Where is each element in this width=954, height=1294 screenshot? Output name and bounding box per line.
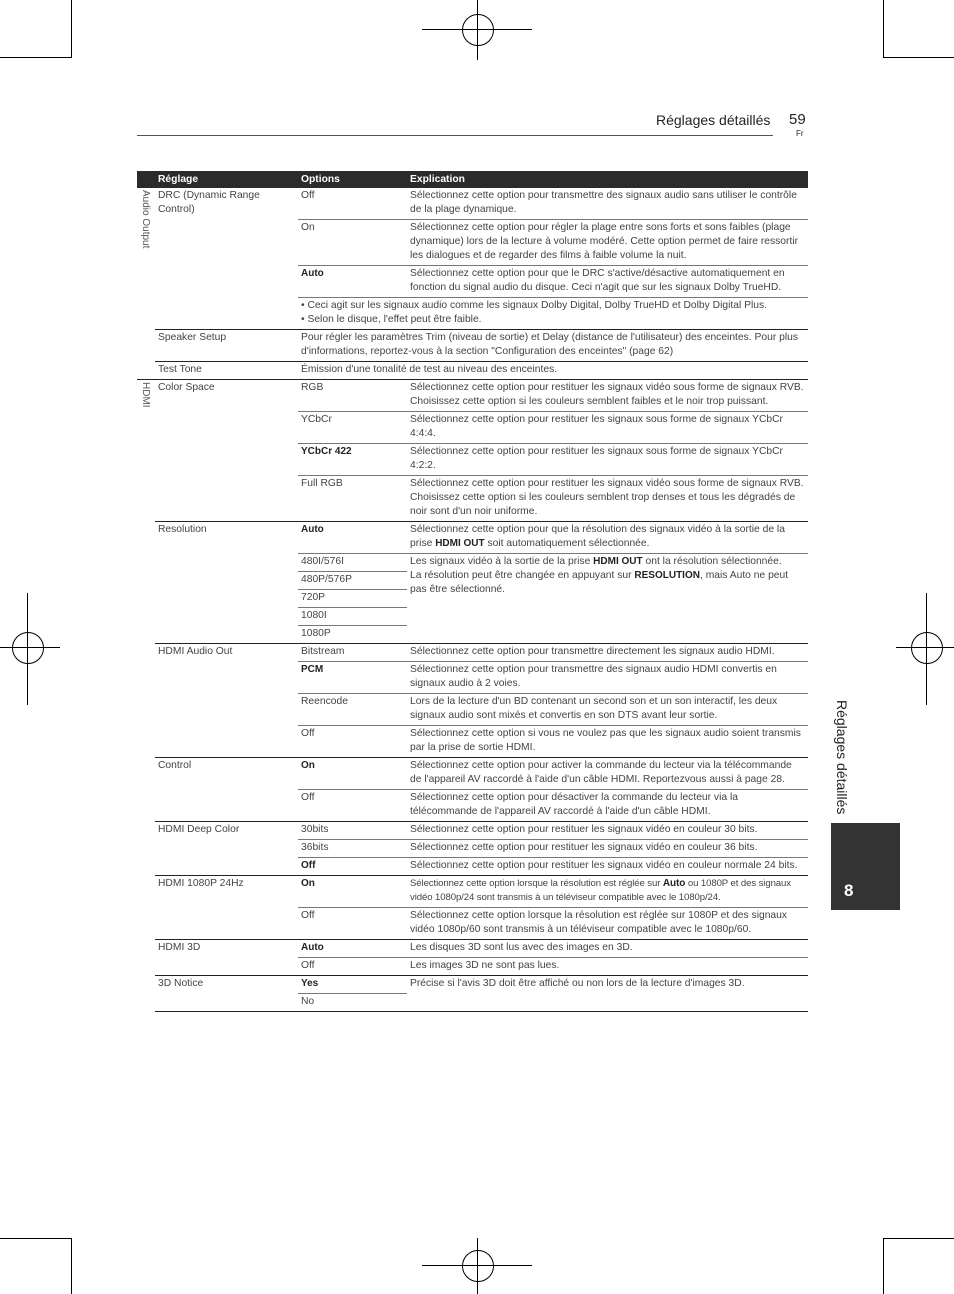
option-explanation: Sélectionnez cette option pour restituer les signaux vidéo en couleur 36 bits.: [407, 840, 808, 858]
setting-name: Test Tone: [155, 362, 298, 380]
side-chapter-label: Réglages détaillés: [834, 700, 850, 815]
option-value: Off: [298, 958, 407, 976]
table-row: [137, 330, 808, 362]
table-row: [137, 876, 808, 908]
table-row: [137, 188, 808, 220]
table-row: [137, 522, 808, 554]
option-explanation: Sélectionnez cette option pour restituer les signaux vidéo sous forme de signaux RVB. Choisissez cette option si les couleurs semblent faibles et le noir trop puissant.: [407, 380, 808, 412]
option-explanation: Sélectionnez cette option pour restituer les signaux vidéo en couleur 30 bits.: [407, 822, 808, 840]
table-header-row: [137, 171, 808, 188]
option-value-default: Auto: [298, 266, 407, 298]
page-title: Réglages détaillés: [656, 112, 771, 128]
option-value: RGB: [298, 380, 407, 412]
table-row: [137, 758, 808, 790]
option-explanation: Les signaux vidéo à la sortie de la prise HDMI OUT ont la résolution sélectionnée. La résolution peut être changée en appuyant sur RESOLUTION, mais Auto ne peut pas être sélectionné.: [407, 554, 808, 644]
option-value: 36bits: [298, 840, 407, 858]
setting-name: HDMI 1080P 24Hz: [155, 876, 298, 940]
option-explanation: Sélectionnez cette option pour que la résolution des signaux vidéo à la sortie de la prise HDMI OUT soit automatiquement sélectionnée.: [407, 522, 808, 554]
table-row: [137, 940, 808, 958]
option-explanation: Sélectionnez cette option si vous ne voulez pas que les signaux audio soient transmis par la prise de sortie HDMI.: [407, 726, 808, 758]
option-value: Off: [298, 790, 407, 822]
option-value: On: [298, 220, 407, 266]
chapter-tab: [831, 823, 900, 910]
option-value: Off: [298, 726, 407, 758]
option-value-default: Auto: [298, 522, 407, 554]
option-value: Reencode: [298, 694, 407, 726]
option-explanation: Sélectionnez cette option pour désactiver la commande du lecteur via la télécommande de l'appareil AV raccordé à l'aide d'un câble HDMI.: [407, 790, 808, 822]
option-explanation: Sélectionnez cette option pour activer la commande du lecteur via la télécommande de l'appareil AV raccordé à l'aide d'un câble HDMI. Reportezvous aussi à page 28.: [407, 758, 808, 790]
settings-table: [137, 171, 808, 1012]
option-value: Full RGB: [298, 476, 407, 522]
option-explanation: Sélectionnez cette option pour restituer les signaux sous forme de signaux YCbCr 4:4:4.: [407, 412, 808, 444]
option-value: Off: [301, 190, 315, 201]
option-explanation: Sélectionnez cette option lorsque la résolution est réglée sur Auto ou 1080P et des signaux vidéo 1080p/24 sont transmis à un téléviseur compatible avec le 1080p/24.: [407, 876, 808, 908]
chapter-number: 8: [844, 881, 854, 900]
option-value: 1080I: [298, 608, 407, 626]
setting-name: Speaker Setup: [155, 330, 298, 362]
setting-name: Color Space: [155, 380, 298, 522]
notes: [298, 298, 808, 330]
option-explanation: Sélectionnez cette option pour restituer les signaux vidéo sous forme de signaux RVB. Choisissez cette option si les couleurs semblent trop denses et tous les dégradés de noir sont d'un noir uniforme.: [407, 476, 808, 522]
note-line: • Selon le disque, l'effet peut être faible.: [301, 314, 482, 325]
option-explanation: Sélectionnez cette option pour régler la plage entre sons forts et sons faibles (plage dynamique) lors de la lecture à volume modéré. Cette option permet de faire ressortir les dialogues et de regarder des films à faible volume la nuit.: [407, 220, 808, 266]
option-value: Off: [298, 908, 407, 940]
header-explanation: Explication: [407, 171, 808, 188]
setting-name: Resolution: [155, 522, 298, 644]
option-explanation: Sélectionnez cette option pour transmettre des signaux audio HDMI convertis en signaux audio à 2 voies.: [407, 662, 808, 694]
option-value: 720P: [298, 590, 407, 608]
setting-name: HDMI Deep Color: [155, 822, 298, 876]
option-value-default: Auto: [298, 940, 407, 958]
option-explanation: Les disques 3D sont lus avec des images en 3D.: [407, 940, 808, 958]
table-row: [137, 822, 808, 840]
option-value-default: YCbCr 422: [298, 444, 407, 476]
language-code: Fr: [796, 129, 804, 138]
option-value-default: PCM: [298, 662, 407, 694]
setting-name: 3D Notice: [155, 976, 298, 1012]
category-audio-output: Audio Output: [140, 190, 151, 249]
header-blank: [137, 171, 155, 188]
setting-name: DRC (Dynamic Range Control): [158, 190, 260, 215]
note-line: • Ceci agit sur les signaux audio comme les signaux Dolby Digital, Dolby TrueHD et Dolby Digital Plus.: [301, 300, 768, 311]
option-value-default: Off: [298, 858, 407, 876]
option-value: No: [298, 994, 407, 1012]
option-value: Bitstream: [298, 644, 407, 662]
option-value: 480I/576I: [298, 554, 407, 572]
option-value-default: Yes: [298, 976, 407, 994]
table-row: [137, 362, 808, 380]
option-explanation: Pour régler les paramètres Trim (niveau de sortie) et Delay (distance de l'utilisateur) des enceintes. Pour plus d'informations, reportez-vous à la section "Configuration des enceintes" (page 62): [298, 330, 808, 362]
option-explanation: Émission d'une tonalité de test au niveau des enceintes.: [298, 362, 808, 380]
option-explanation: Sélectionnez cette option pour restituer les signaux sous forme de signaux YCbCr 4:2:2.: [407, 444, 808, 476]
category-hdmi: HDMI: [137, 380, 155, 1013]
option-value: 30bits: [298, 822, 407, 840]
option-explanation: Les images 3D ne sont pas lues.: [407, 958, 808, 976]
option-value: YCbCr: [298, 412, 407, 444]
header-rule: [137, 135, 773, 136]
option-value-default: On: [298, 876, 407, 908]
table-row: [137, 380, 808, 412]
setting-name: Control: [155, 758, 298, 822]
option-value-default: On: [298, 758, 407, 790]
table-bottom-rule: [137, 1012, 808, 1013]
option-explanation: Sélectionnez cette option pour restituer les signaux vidéo en couleur normale 24 bits.: [407, 858, 808, 876]
option-explanation: Sélectionnez cette option pour transmettre des signaux audio sans utiliser le contrôle de la plage dynamique.: [410, 190, 797, 215]
option-explanation: Précise si l'avis 3D doit être affiché ou non lors de la lecture d'images 3D.: [407, 976, 808, 1012]
page-number: 59: [789, 111, 806, 128]
setting-name: HDMI Audio Out: [155, 644, 298, 758]
table-row: [137, 976, 808, 994]
table-row: [137, 644, 808, 662]
header-setting: Réglage: [155, 171, 298, 188]
option-explanation: Sélectionnez cette option lorsque la résolution est réglée sur 1080P et des signaux vidéo 1080p/60 sont transmis à un téléviseur compatible avec le 1080p/60.: [407, 908, 808, 940]
setting-name: HDMI 3D: [155, 940, 298, 976]
option-explanation: Lors de la lecture d'un BD contenant un second son et un son interactif, les deux signaux audio sont mixés et convertis en son DTS avant leur sortie.: [407, 694, 808, 726]
option-explanation: Sélectionnez cette option pour que le DRC s'active/désactive automatiquement en fonction du signal audio du disque. Ceci n'agit que sur les signaux Dolby TrueHD.: [407, 266, 808, 298]
option-explanation: Sélectionnez cette option pour transmettre directement les signaux audio HDMI.: [407, 644, 808, 662]
header-options: Options: [298, 171, 407, 188]
option-value: 480P/576P: [298, 572, 407, 590]
option-value: 1080P: [298, 626, 407, 644]
